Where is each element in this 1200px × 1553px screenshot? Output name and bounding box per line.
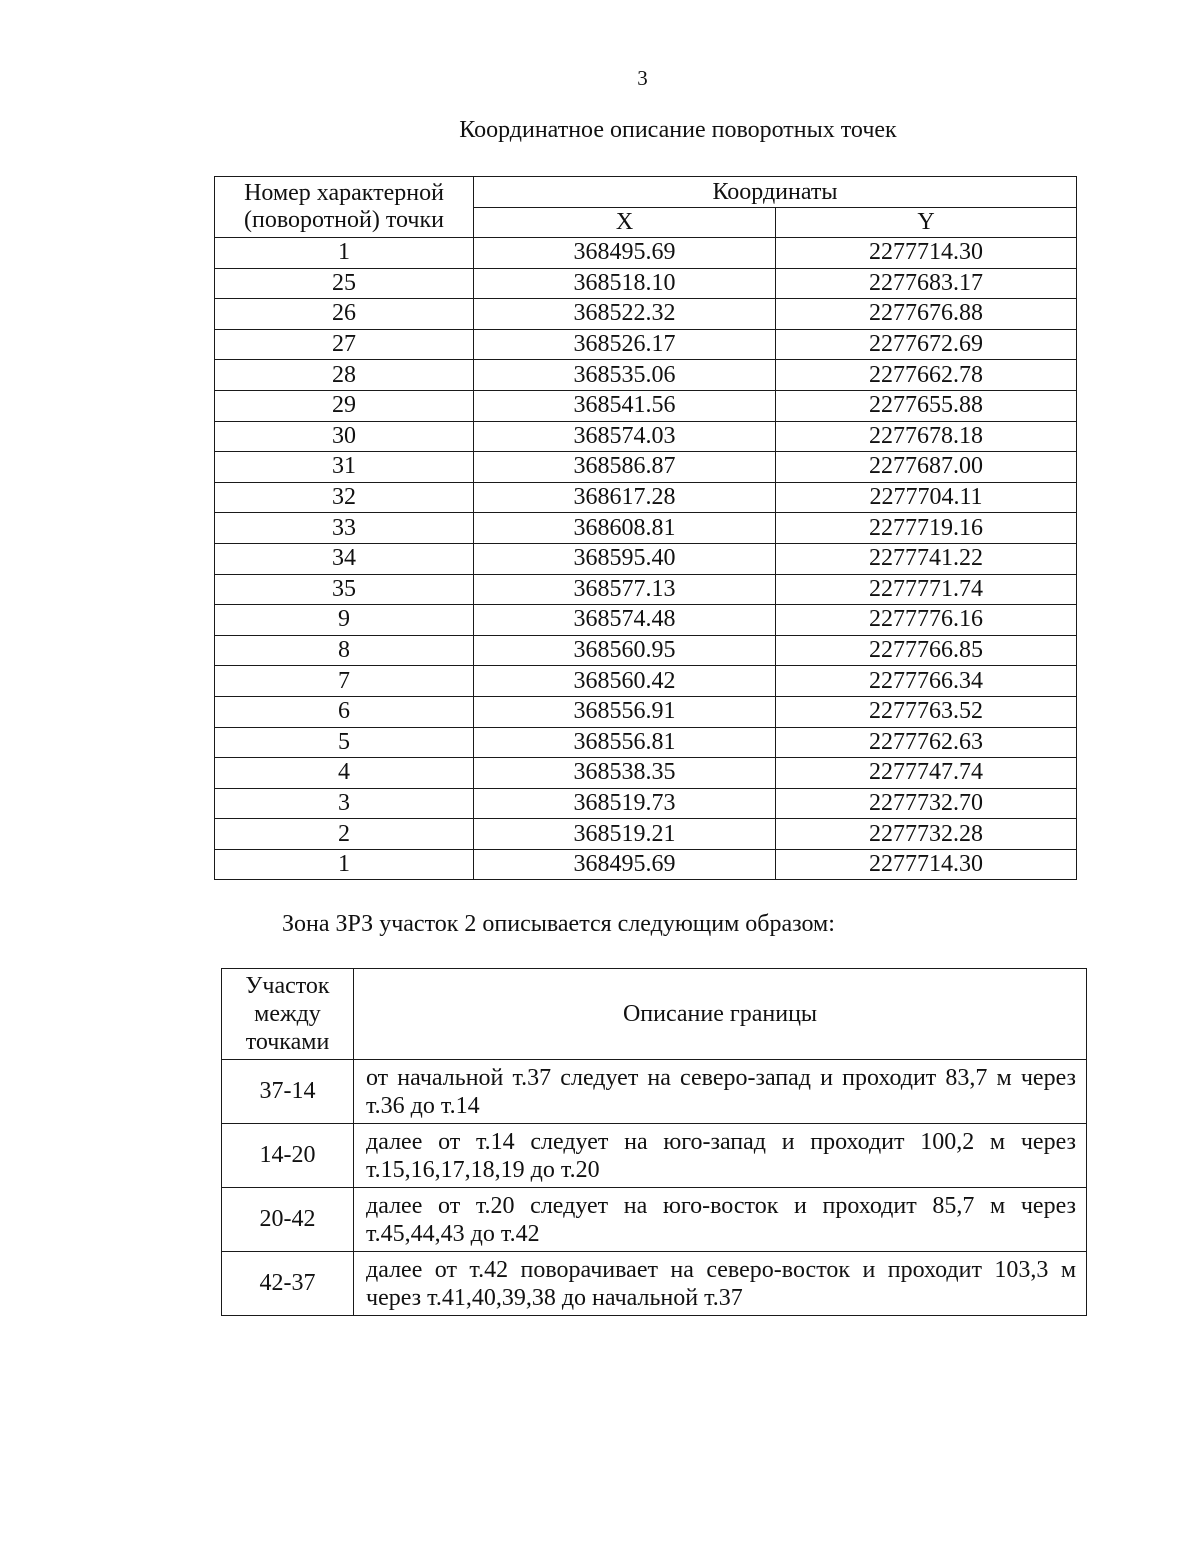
point-number-cell: 8 (215, 635, 474, 666)
y-coordinate-cell: 2277766.85 (776, 635, 1077, 666)
zone-subtitle: Зона ЗРЗ участок 2 описывается следующим образом: (282, 911, 835, 937)
y-coordinate-cell: 2277662.78 (776, 360, 1077, 391)
table-row (222, 1252, 1087, 1316)
point-number-cell: 27 (215, 329, 474, 360)
table-row (215, 788, 1077, 819)
table-row (215, 727, 1077, 758)
x-coordinate-cell: 368519.21 (474, 819, 776, 850)
y-coordinate-cell: 2277655.88 (776, 390, 1077, 421)
y-coordinate-cell: 2277732.70 (776, 788, 1077, 819)
x-coordinate-cell: 368560.95 (474, 635, 776, 666)
table-row (215, 421, 1077, 452)
x-coordinate-cell: 368538.35 (474, 758, 776, 789)
point-number-cell: 31 (215, 452, 474, 483)
header-segment: Участок между точками (222, 969, 354, 1060)
point-number-cell: 35 (215, 574, 474, 605)
x-coordinate-cell: 368586.87 (474, 452, 776, 483)
table-row (215, 696, 1077, 727)
x-coordinate-cell: 368556.91 (474, 696, 776, 727)
y-coordinate-cell: 2277704.11 (776, 482, 1077, 513)
x-coordinate-cell: 368617.28 (474, 482, 776, 513)
table-row (215, 452, 1077, 483)
x-coordinate-cell: 368495.69 (474, 238, 776, 269)
table-row (215, 635, 1077, 666)
x-coordinate-cell: 368519.73 (474, 788, 776, 819)
header-x: X (474, 208, 776, 238)
y-coordinate-cell: 2277747.74 (776, 758, 1077, 789)
x-coordinate-cell: 368495.69 (474, 849, 776, 880)
point-number-cell: 3 (215, 788, 474, 819)
point-number-cell: 26 (215, 299, 474, 330)
segment-cell: 14-20 (222, 1124, 354, 1188)
page-title: Координатное описание поворотных точек (459, 117, 897, 143)
x-coordinate-cell: 368574.48 (474, 605, 776, 636)
x-coordinate-cell: 368526.17 (474, 329, 776, 360)
coordinates-table-header-row (215, 177, 1077, 208)
y-coordinate-cell: 2277687.00 (776, 452, 1077, 483)
x-coordinate-cell: 368595.40 (474, 543, 776, 574)
header-point-number: Номер характерной (поворотной) точки (215, 177, 474, 238)
point-number-cell: 9 (215, 605, 474, 636)
table-row (215, 543, 1077, 574)
table-row (215, 238, 1077, 269)
table-row (215, 329, 1077, 360)
x-coordinate-cell: 368577.13 (474, 574, 776, 605)
point-number-cell: 33 (215, 513, 474, 544)
boundary-description-cell: далее от т.42 поворачивает на северо-восток и проходит 103,3 м через т.41,40,39,38 до начальной т.37 (354, 1252, 1087, 1316)
y-coordinate-cell: 2277714.30 (776, 238, 1077, 269)
point-number-cell: 29 (215, 390, 474, 421)
point-number-cell: 28 (215, 360, 474, 391)
x-coordinate-cell: 368608.81 (474, 513, 776, 544)
boundary-description-cell: от начальной т.37 следует на северо-запад и проходит 83,7 м через т.36 до т.14 (354, 1060, 1087, 1124)
table-row (215, 605, 1077, 636)
y-coordinate-cell: 2277678.18 (776, 421, 1077, 452)
table-row (215, 666, 1077, 697)
point-number-cell: 1 (215, 238, 474, 269)
boundary-description-cell: далее от т.14 следует на юго-запад и проходит 100,2 м через т.15,16,17,18,19 до т.20 (354, 1124, 1087, 1188)
table-row (215, 360, 1077, 391)
y-coordinate-cell: 2277676.88 (776, 299, 1077, 330)
y-coordinate-cell: 2277672.69 (776, 329, 1077, 360)
point-number-cell: 5 (215, 727, 474, 758)
point-number-cell: 25 (215, 268, 474, 299)
coordinates-table (214, 176, 1077, 880)
table-row (215, 482, 1077, 513)
x-coordinate-cell: 368518.10 (474, 268, 776, 299)
point-number-cell: 32 (215, 482, 474, 513)
y-coordinate-cell: 2277763.52 (776, 696, 1077, 727)
boundary-description-cell: далее от т.20 следует на юго-восток и проходит 85,7 м через т.45,44,43 до т.42 (354, 1188, 1087, 1252)
y-coordinate-cell: 2277719.16 (776, 513, 1077, 544)
x-coordinate-cell: 368522.32 (474, 299, 776, 330)
table-row (215, 268, 1077, 299)
table-row (215, 390, 1077, 421)
x-coordinate-cell: 368535.06 (474, 360, 776, 391)
y-coordinate-cell: 2277741.22 (776, 543, 1077, 574)
boundary-segments-table (221, 968, 1087, 1316)
header-description: Описание границы (354, 969, 1087, 1060)
header-coordinates: Координаты (474, 177, 1077, 208)
table-row (215, 819, 1077, 850)
x-coordinate-cell: 368556.81 (474, 727, 776, 758)
table-row (222, 1124, 1087, 1188)
segment-cell: 37-14 (222, 1060, 354, 1124)
table-row (215, 574, 1077, 605)
x-coordinate-cell: 368541.56 (474, 390, 776, 421)
segment-cell: 20-42 (222, 1188, 354, 1252)
table-row (215, 513, 1077, 544)
y-coordinate-cell: 2277771.74 (776, 574, 1077, 605)
point-number-cell: 7 (215, 666, 474, 697)
point-number-cell: 2 (215, 819, 474, 850)
point-number-cell: 34 (215, 543, 474, 574)
y-coordinate-cell: 2277732.28 (776, 819, 1077, 850)
y-coordinate-cell: 2277714.30 (776, 849, 1077, 880)
y-coordinate-cell: 2277766.34 (776, 666, 1077, 697)
point-number-cell: 30 (215, 421, 474, 452)
point-number-cell: 4 (215, 758, 474, 789)
table-row (222, 1060, 1087, 1124)
segment-cell: 42-37 (222, 1252, 354, 1316)
table-row (215, 758, 1077, 789)
y-coordinate-cell: 2277762.63 (776, 727, 1077, 758)
table-row (215, 849, 1077, 880)
point-number-cell: 6 (215, 696, 474, 727)
point-number-cell: 1 (215, 849, 474, 880)
y-coordinate-cell: 2277776.16 (776, 605, 1077, 636)
page-number: 3 (637, 66, 648, 90)
x-coordinate-cell: 368574.03 (474, 421, 776, 452)
y-coordinate-cell: 2277683.17 (776, 268, 1077, 299)
x-coordinate-cell: 368560.42 (474, 666, 776, 697)
table-row (222, 1188, 1087, 1252)
table-row (215, 299, 1077, 330)
segments-table-header-row (222, 969, 1087, 1060)
header-y: Y (776, 208, 1077, 238)
